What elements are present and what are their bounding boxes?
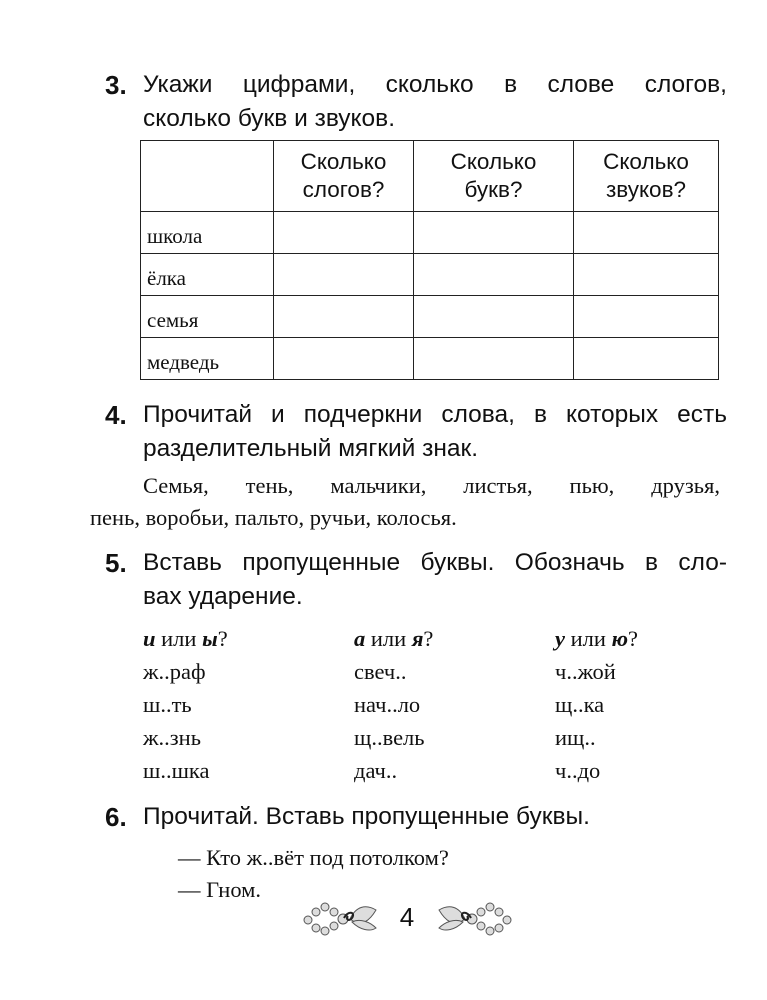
- answer-cell[interactable]: [274, 338, 414, 380]
- list-item: щ..вель: [354, 725, 425, 750]
- answer-cell[interactable]: [414, 338, 574, 380]
- table-header-syllables: Сколько слогов?: [274, 141, 414, 212]
- list-item: ш..ть: [143, 692, 192, 717]
- task-4: [105, 398, 727, 466]
- task-instruction: Прочитай и подчеркни слова, в которых есть разделительный мягкий знак.: [143, 401, 727, 462]
- answer-cell[interactable]: [274, 254, 414, 296]
- table-header-sounds: Сколько звуков?: [574, 141, 719, 212]
- column-u-yu: [555, 622, 745, 787]
- syllables-table: [140, 140, 719, 380]
- answer-cell[interactable]: [274, 212, 414, 254]
- list-item: ж..знь: [143, 725, 201, 750]
- answer-cell[interactable]: [574, 338, 719, 380]
- list-item: свеч..: [354, 659, 407, 684]
- list-item: ч..жой: [555, 659, 616, 684]
- task-instruction: Вставь пропущенные буквы. Обозначь в сло- вах ударение.: [143, 549, 727, 610]
- table-corner-cell: [141, 141, 274, 212]
- table-word-cell: медведь: [141, 338, 274, 380]
- answer-cell[interactable]: [574, 212, 719, 254]
- task-3: [105, 68, 727, 136]
- answer-cell[interactable]: [574, 254, 719, 296]
- table-row: [141, 338, 719, 380]
- task-number: 5.: [105, 548, 127, 578]
- page-number: 4: [399, 902, 415, 932]
- task-instruction: Прочитай. Вставь пропущенные буквы.: [143, 803, 590, 830]
- list-item: ш..шка: [143, 758, 210, 783]
- task-5: [105, 546, 727, 614]
- answer-cell[interactable]: [414, 254, 574, 296]
- table-header-letters: Сколько букв?: [414, 141, 574, 212]
- answer-cell[interactable]: [414, 296, 574, 338]
- table-row: [141, 212, 719, 254]
- table-word-cell: семья: [141, 296, 274, 338]
- list-item: ч..до: [555, 758, 601, 783]
- task-number: 6.: [105, 802, 127, 832]
- dialog-line: — Гном.: [178, 877, 262, 902]
- column-header: и или ы?: [143, 626, 228, 651]
- table-row: [141, 254, 719, 296]
- list-item: ищ..: [555, 725, 596, 750]
- table-header-row: [141, 141, 719, 212]
- answer-cell[interactable]: [274, 296, 414, 338]
- task-number: 4.: [105, 400, 127, 430]
- dialog-line: — Кто ж..вёт под потолком?: [178, 845, 449, 870]
- column-header: у или ю?: [555, 626, 638, 651]
- page-footer: [0, 896, 767, 946]
- table-word-cell: школа: [141, 212, 274, 254]
- floral-ornament-icon: [435, 898, 515, 940]
- table-word-cell: ёлка: [141, 254, 274, 296]
- table-row: [141, 296, 719, 338]
- floral-ornament-icon: [300, 898, 380, 940]
- answer-cell[interactable]: [414, 212, 574, 254]
- task-instruction: Укажи цифрами, сколько в слове слогов, сколько букв и звуков.: [143, 71, 727, 132]
- column-a-ya: [354, 622, 544, 787]
- list-item: щ..ка: [555, 692, 605, 717]
- task-number: 3.: [105, 70, 127, 100]
- column-i-y: [143, 622, 333, 787]
- task-6: [105, 800, 727, 834]
- column-header: а или я?: [354, 626, 434, 651]
- list-item: дач..: [354, 758, 398, 783]
- answer-cell[interactable]: [574, 296, 719, 338]
- list-item: ж..раф: [143, 659, 206, 684]
- list-item: нач..ло: [354, 692, 421, 717]
- word-list-paragraph: Семья, тень, мальчики, листья, пью, друзья, пень, воробьи, пальто, ручьи, колосья.: [90, 473, 720, 530]
